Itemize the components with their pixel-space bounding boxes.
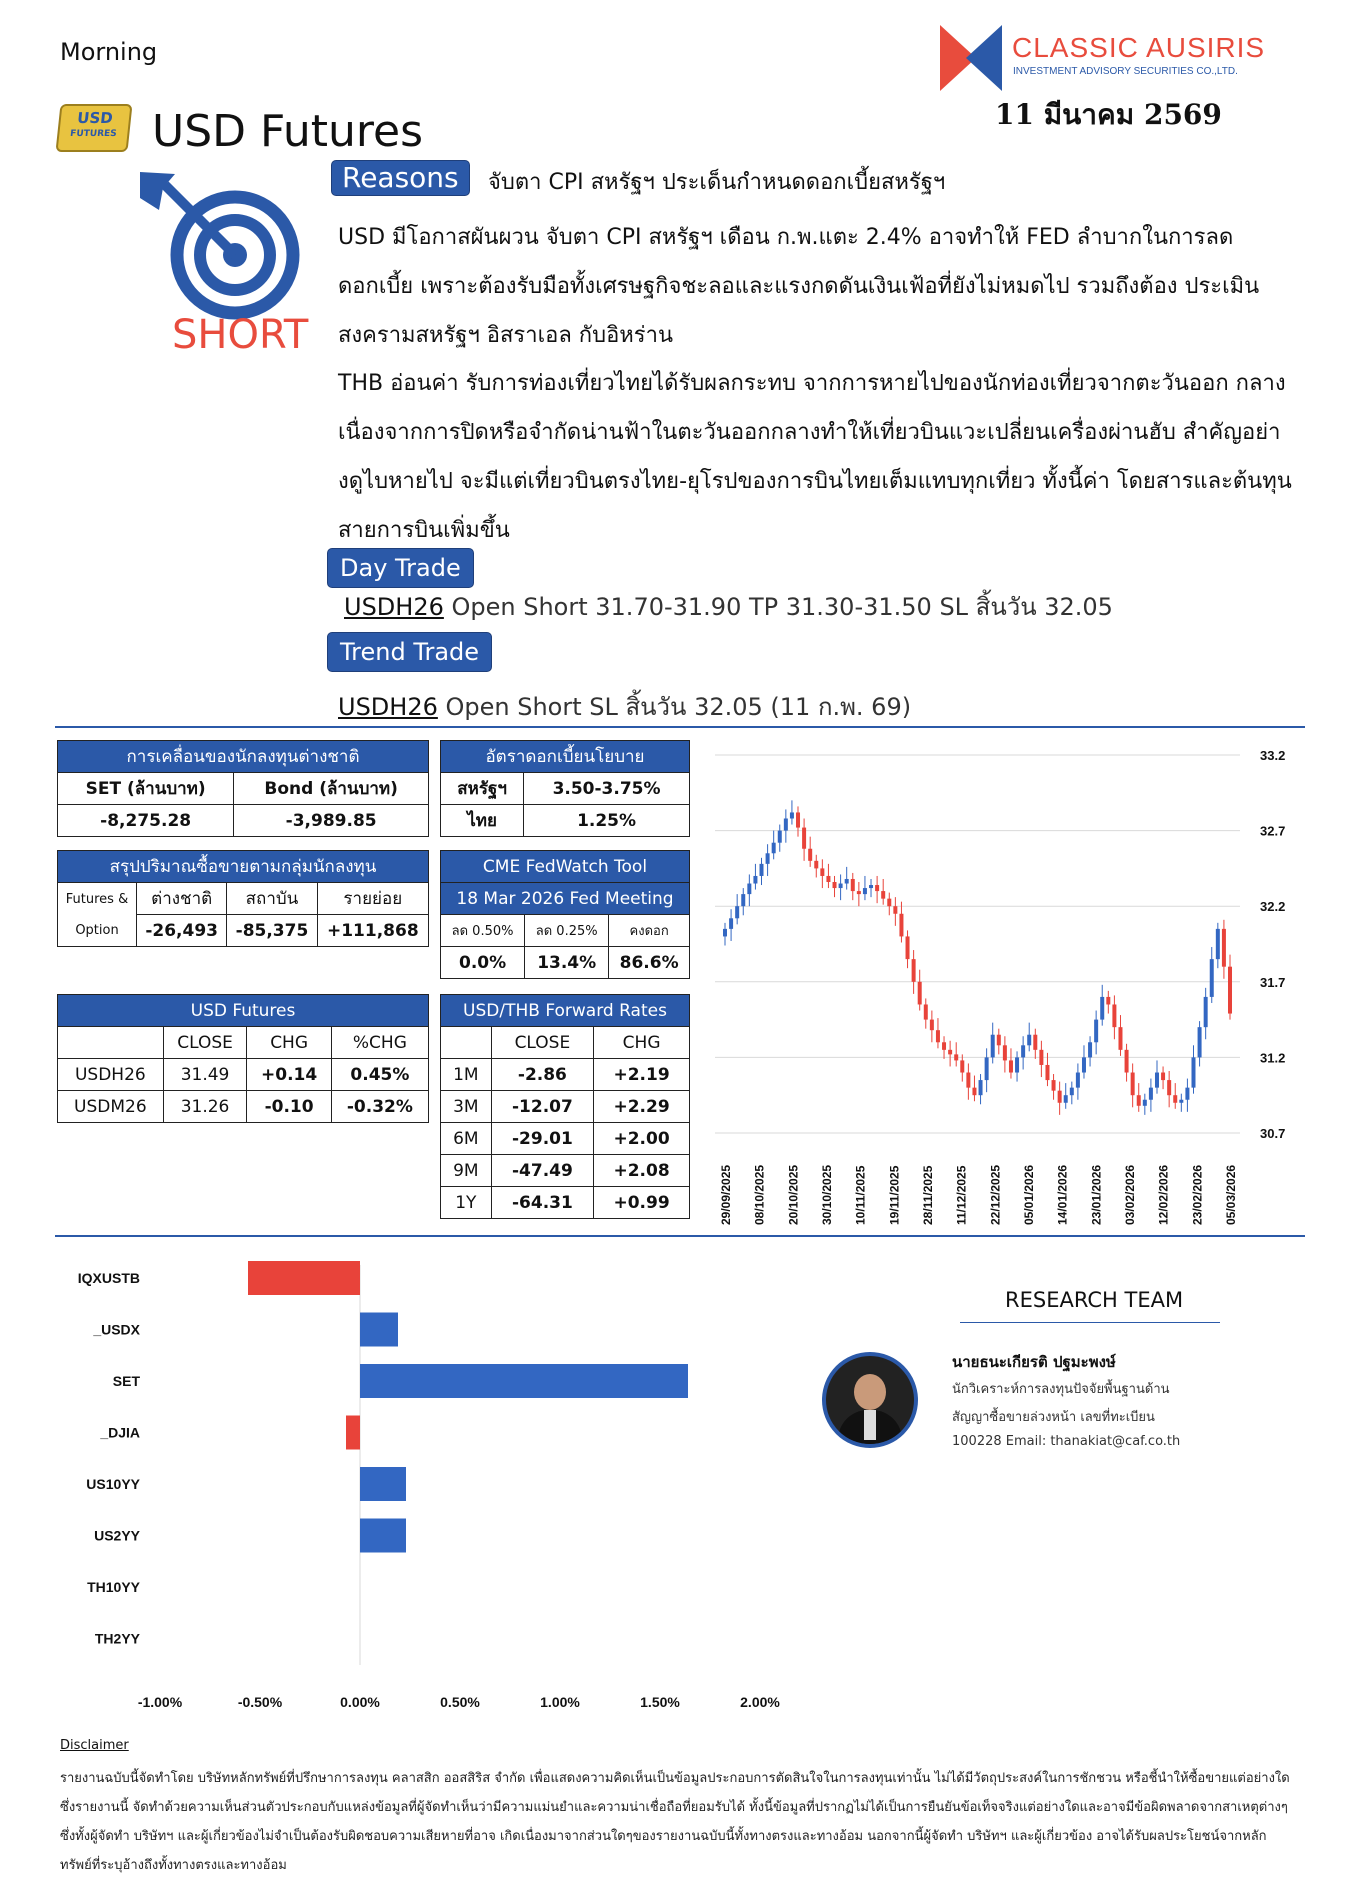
- candle-body: [1027, 1035, 1031, 1046]
- usd-futures-pct: -0.32%: [331, 1091, 428, 1123]
- usd-futures-title: USD Futures: [58, 995, 429, 1027]
- y-tick-label: 33.2: [1260, 748, 1286, 763]
- trend-trade-text: Open Short SL สิ้นวัน 32.05 (11 ก.พ. 69): [437, 693, 912, 721]
- fedwatch-val: 13.4%: [525, 947, 609, 979]
- candle-body: [966, 1073, 970, 1088]
- bar: [360, 1519, 406, 1553]
- candle-body: [1082, 1057, 1086, 1072]
- candle-body: [991, 1035, 995, 1058]
- analyst-role-2: สัญญาซื้อขายล่วงหน้า เลขที่ทะเบียน: [952, 1410, 1155, 1425]
- policy-rate-country: สหรัฐฯ: [441, 773, 524, 805]
- company-subtitle: INVESTMENT ADVISORY SECURITIES CO.,LTD.: [1013, 66, 1238, 77]
- candle-body: [960, 1060, 964, 1072]
- candle-body: [1204, 997, 1208, 1027]
- candle-body: [851, 879, 855, 891]
- usd-futures-logo: [55, 104, 132, 152]
- reasons-label: Reasons: [331, 160, 470, 196]
- bar-category-label: _DJIA: [100, 1424, 140, 1441]
- day-trade-label: Day Trade: [327, 548, 474, 588]
- edition-label: Morning: [60, 38, 158, 66]
- candle-body: [1228, 967, 1232, 1014]
- usd-futures-close: 31.49: [163, 1059, 247, 1091]
- market-change-bar-chart: [55, 1255, 815, 1715]
- x-tick-label: 28/11/2025: [921, 1165, 935, 1225]
- policy-rate-table: [440, 740, 690, 837]
- forward-close: -29.01: [491, 1123, 594, 1155]
- forward-tenor: 1M: [441, 1059, 492, 1091]
- candle-body: [1118, 1027, 1122, 1050]
- fedwatch-val: 0.0%: [441, 947, 525, 979]
- candle-body: [1149, 1088, 1153, 1100]
- target-icon: [135, 160, 305, 320]
- forward-tenor: 6M: [441, 1123, 492, 1155]
- page-title: USD Futures: [152, 106, 424, 157]
- research-team-title: RESEARCH TEAM: [1005, 1288, 1184, 1312]
- candle-body: [875, 885, 879, 891]
- x-tick-label: 29/09/2025: [719, 1164, 733, 1225]
- candle-body: [1064, 1095, 1068, 1103]
- x-tick-label: 11/12/2025: [954, 1165, 969, 1225]
- candle-body: [833, 882, 837, 888]
- y-tick-label: 30.7: [1260, 1126, 1286, 1141]
- candle-body: [972, 1088, 976, 1096]
- forward-chg: +2.19: [594, 1059, 690, 1091]
- investor-groups-table: [57, 850, 429, 947]
- candle-body: [778, 831, 782, 843]
- candle-body: [796, 812, 800, 827]
- usd-futures-col: %CHG: [331, 1027, 428, 1059]
- candle-body: [845, 879, 849, 884]
- candle-body: [729, 918, 733, 929]
- fedwatch-col: คงดอก: [609, 915, 690, 947]
- bar: [360, 1467, 406, 1501]
- candle-body: [1045, 1065, 1049, 1080]
- candle-body: [1088, 1042, 1092, 1057]
- x-tick-label: 05/01/2026: [1022, 1164, 1036, 1225]
- candle-body: [1052, 1080, 1056, 1091]
- foreign-flow-val-bond: -3,989.85: [234, 805, 429, 837]
- usd-futures-chg: +0.14: [247, 1059, 331, 1091]
- candle-body: [936, 1030, 940, 1042]
- candle-body: [948, 1050, 952, 1055]
- reasons-paragraph-1: USD มีโอกาสผันผวน จับตา CPI สหรัฐฯ เดือน ก.พ.แตะ 2.4% อาจทำให้ FED ลำบากในการลด ดอกเบี้ย เพราะต้องรับมือทั้งเศรษฐกิจชะลอและแรงกดดันเงินเฟ้อที่ยังไม่หมดไป รวมถึงต้อง ประเมินสงครามสหรัฐฯ อิสราเอล กับอิหร่าน: [338, 225, 1260, 348]
- foreign-flow-table: [57, 740, 429, 837]
- candle-body: [1003, 1045, 1007, 1060]
- reasons-headline: จับตา CPI สหรัฐฯ ประเด็นกำหนดดอกเบี้ยสหรัฐฯ: [488, 170, 946, 195]
- policy-rate-country: ไทย: [441, 805, 524, 837]
- bar-category-label: TH2YY: [94, 1630, 140, 1647]
- fedwatch-title: CME FedWatch Tool: [441, 851, 690, 883]
- policy-rate-value: 3.50-3.75%: [524, 773, 690, 805]
- candle-body: [1076, 1073, 1080, 1088]
- candle-body: [760, 864, 764, 876]
- forward-chg: +0.99: [594, 1187, 690, 1219]
- candle-body: [1222, 929, 1226, 967]
- bar-x-tick-label: -0.50%: [237, 1694, 283, 1710]
- signal-label: SHORT: [172, 312, 309, 358]
- reasons-paragraph-2: THB อ่อนค่า รับการท่องเที่ยวไทยได้รับผลกระทบ จากการหายไปของนักท่องเที่ยวจากตะวันออก กลาง เนื่องจากการปิดหรือจำกัดน่านฟ้าในตะวันออกกลางทำให้เที่ยวบินแวะเปลี่ยนเครื่องผ่านฮับ สำคัญอย่างดูไบหายไป จะมีแต่เที่ยวบินตรงไทย-ยุโรปของการบินไทยเต็มแทบทุกเที่ยว ทั้งนี้ค่า โดยสารและต้นทุนสายการบินเพิ่มขึ้น: [338, 371, 1292, 543]
- bar-x-tick-label: 1.50%: [640, 1694, 680, 1710]
- foreign-flow-col-set: SET (ล้านบาท): [58, 773, 234, 805]
- x-tick-label: 23/02/2026: [1190, 1164, 1205, 1225]
- x-tick-label: 19/11/2025: [887, 1165, 902, 1225]
- candle-body: [766, 853, 770, 864]
- candle-body: [1173, 1095, 1177, 1103]
- investor-val: -26,493: [137, 915, 227, 947]
- forward-tenor: 1Y: [441, 1187, 492, 1219]
- usd-futures-chg: -0.10: [247, 1091, 331, 1123]
- candle-body: [979, 1080, 983, 1095]
- forward-close: -64.31: [491, 1187, 594, 1219]
- investor-col: ต่างชาติ: [137, 883, 227, 915]
- logo-badge-line2: FUTURES: [69, 129, 118, 139]
- x-tick-label: 22/12/2025: [988, 1164, 1003, 1225]
- candle-body: [1131, 1073, 1135, 1096]
- candle-body: [1198, 1027, 1202, 1057]
- company-logo-mark: [940, 25, 1002, 91]
- investor-val: +111,868: [317, 915, 428, 947]
- analyst-avatar: [822, 1352, 918, 1448]
- x-tick-label: 08/10/2025: [752, 1164, 767, 1225]
- investor-col: รายย่อย: [317, 883, 428, 915]
- y-tick-label: 32.7: [1260, 823, 1286, 839]
- candle-body: [1179, 1100, 1183, 1103]
- candle-body: [930, 1020, 934, 1031]
- candle-body: [741, 894, 745, 906]
- divider-top: [55, 726, 1305, 728]
- x-tick-label: 30/10/2025: [820, 1164, 834, 1225]
- candle-body: [1039, 1050, 1043, 1065]
- candle-body: [1191, 1057, 1195, 1087]
- bar-x-tick-label: 1.00%: [540, 1694, 580, 1710]
- bar-category-label: US10YY: [86, 1476, 140, 1492]
- candle-body: [1058, 1091, 1062, 1103]
- x-tick-label: 14/01/2026: [1055, 1164, 1070, 1225]
- company-name: CLASSIC AUSIRIS: [1012, 32, 1266, 63]
- foreign-flow-title: การเคลื่อนของนักลงทุนต่างชาติ: [58, 741, 429, 773]
- row-label-line2: Option: [75, 922, 119, 938]
- logo-badge-line1: USD: [76, 109, 114, 127]
- x-tick-label: 03/02/2026: [1123, 1164, 1137, 1225]
- bar: [360, 1364, 688, 1398]
- candle-body: [1015, 1057, 1019, 1072]
- forward-chg: +2.00: [594, 1123, 690, 1155]
- forward-close: -12.07: [491, 1091, 594, 1123]
- candle-body: [1094, 1020, 1098, 1043]
- candle-body: [814, 861, 818, 869]
- usd-futures-table: [57, 994, 429, 1123]
- report-date: 11 มีนาคม 2569: [995, 98, 1222, 131]
- x-tick-label: 23/01/2026: [1089, 1164, 1104, 1225]
- candle-body: [918, 982, 922, 1005]
- candle-body: [784, 819, 788, 831]
- foreign-flow-val-set: -8,275.28: [58, 805, 234, 837]
- policy-rate-value: 1.25%: [524, 805, 690, 837]
- candle-body: [893, 906, 897, 914]
- day-trade-text: Open Short 31.70-31.90 TP 31.30-31.50 SL สิ้นวัน 32.05: [443, 593, 1113, 621]
- bar: [248, 1261, 360, 1295]
- fedwatch-col: ลด 0.25%: [525, 915, 609, 947]
- candle-body: [1185, 1088, 1189, 1100]
- fedwatch-table: [440, 850, 690, 979]
- candle-body: [899, 914, 903, 937]
- forward-rates-title: USD/THB Forward Rates: [441, 995, 690, 1027]
- candle-body: [802, 828, 806, 849]
- policy-rate-title: อัตราดอกเบี้ยนโยบาย: [441, 741, 690, 773]
- bar-x-tick-label: 0.50%: [440, 1694, 480, 1710]
- candle-body: [924, 1004, 928, 1019]
- fedwatch-meeting: 18 Mar 2026 Fed Meeting: [441, 883, 690, 915]
- candle-body: [753, 876, 757, 884]
- bar-x-tick-label: -1.00%: [137, 1694, 183, 1710]
- x-tick-label: 10/11/2025: [853, 1165, 868, 1225]
- candle-body: [820, 868, 824, 876]
- candle-body: [1167, 1080, 1171, 1095]
- candle-body: [1112, 1004, 1116, 1027]
- bar: [346, 1416, 360, 1450]
- candle-body: [857, 891, 861, 894]
- usd-futures-col: CLOSE: [163, 1027, 247, 1059]
- forward-col: CLOSE: [491, 1027, 594, 1059]
- forward-chg: +2.08: [594, 1155, 690, 1187]
- bar-category-label: IQXUSTB: [77, 1270, 140, 1286]
- fedwatch-val: 86.6%: [609, 947, 690, 979]
- bar-x-tick-label: 2.00%: [740, 1694, 780, 1710]
- x-tick-label: 05/03/2026: [1224, 1164, 1238, 1225]
- trend-trade-symbol: USDH26: [338, 693, 438, 721]
- x-tick-label: 20/10/2025: [786, 1164, 801, 1225]
- trend-trade-label: Trend Trade: [327, 632, 492, 672]
- candle-body: [906, 936, 910, 959]
- bar: [360, 1313, 398, 1347]
- bar-category-label: TH10YY: [87, 1579, 140, 1595]
- forward-chg: +2.29: [594, 1091, 690, 1123]
- trend-trade-line: [338, 690, 911, 724]
- candle-body: [1143, 1100, 1147, 1106]
- candle-body: [1125, 1050, 1129, 1073]
- disclaimer-text: รายงานฉบับนี้จัดทำโดย บริษัทหลักทรัพย์ที่ปรึกษาการลงทุน คลาสสิก ออสสิริส จำกัด เพื่อแสดงความคิดเห็นเป็นข้อมูลประกอบการตัดสินใจในการลงทุนเท่านั้น ไม่ได้มีวัตถุประสงค์ในการชักชวน หรือชี้นำให้ซื้อขายแต่อย่างใด ซึ่งรายงานนี้ จัดทำด้วยความเห็นส่วนตัวประกอบกับแหล่งข้อมูลที่ผู้จัดทำเห็นว่ามีความแม่นยำและความน่าเชื่อถือที่ยอมรับได้ ทั้งนี้ข้อมูลที่ปรากฏไม่ได้เป็นการยืนยันข้อเท็จจริงแต่อย่างใดและอาจมีข้อผิดพลาดจากสาเหตุต่างๆ ซึ่งทั้งผู้จัดทำ บริษัทฯ และผู้เกี่ยวข้องไม่จำเป็นต้องรับผิดชอบความเสียหายที่อาจ เกิดเนื่องมาจากส่วนใดๆของรายงานฉบับนี้ทั้งทางตรงและทางอ้อม นอกจากนี้ผู้จัดทำ บริษัทฯ และผู้เกี่ยวข้อง อาจได้รับผลประโยชน์จากหลักทรัพย์ที่ระบุอ้างถึงทั้งทางตรงและทางอ้อม: [60, 1771, 1290, 1873]
- research-team-underline: [960, 1322, 1220, 1323]
- candle-body: [747, 884, 751, 895]
- candle-body: [869, 885, 873, 888]
- foreign-flow-col-bond: Bond (ล้านบาท): [234, 773, 429, 805]
- candle-body: [1009, 1060, 1013, 1072]
- forward-close: -47.49: [491, 1155, 594, 1187]
- candle-body: [942, 1042, 946, 1050]
- usd-futures-price-chart: [700, 735, 1310, 1235]
- divider-mid: [55, 1235, 1305, 1237]
- bar-category-label: US2YY: [94, 1527, 140, 1544]
- candle-body: [772, 843, 776, 854]
- candle-body: [1106, 997, 1110, 1005]
- usd-futures-pct: 0.45%: [331, 1059, 428, 1091]
- candle-body: [912, 959, 916, 982]
- usd-futures-name: USDM26: [58, 1091, 164, 1123]
- forward-close: -2.86: [491, 1059, 594, 1091]
- candle-body: [1021, 1045, 1025, 1057]
- usd-futures-name: USDH26: [58, 1059, 164, 1091]
- candle-body: [839, 884, 843, 889]
- forward-tenor: 3M: [441, 1091, 492, 1123]
- candle-body: [808, 849, 812, 861]
- forward-col: CHG: [594, 1027, 690, 1059]
- bar-x-tick-label: 0.00%: [340, 1694, 380, 1710]
- candle-body: [826, 876, 830, 882]
- investor-col: สถาบัน: [227, 883, 317, 915]
- candle-body: [790, 812, 794, 818]
- candle-body: [1070, 1088, 1074, 1096]
- forward-tenor: 9M: [441, 1155, 492, 1187]
- candle-body: [863, 888, 867, 894]
- y-tick-label: 32.2: [1260, 899, 1286, 915]
- forward-blank: [441, 1027, 492, 1059]
- investor-groups-row-label: [58, 883, 137, 947]
- x-tick-label: 12/02/2026: [1156, 1164, 1171, 1225]
- candle-body: [735, 906, 739, 918]
- candle-body: [887, 899, 891, 907]
- disclaimer-label: Disclaimer: [60, 1738, 129, 1753]
- candle-body: [954, 1054, 958, 1060]
- forward-rates-table: [440, 994, 690, 1219]
- candle-body: [1161, 1073, 1165, 1081]
- candle-body: [1137, 1095, 1141, 1106]
- candle-body: [1155, 1073, 1159, 1088]
- candle-body: [881, 891, 885, 899]
- candle-body: [1033, 1035, 1037, 1050]
- day-trade-line: [344, 590, 1113, 624]
- analyst-name: นายธนะเกียรติ ปฐมะพงษ์: [952, 1353, 1116, 1371]
- candle-body: [997, 1035, 1001, 1046]
- investor-groups-title: สรุปปริมาณซื้อขายตามกลุ่มนักลงทุน: [58, 851, 429, 883]
- candle-body: [1216, 929, 1220, 959]
- bar-category-label: SET: [112, 1373, 140, 1389]
- usd-futures-blank: [58, 1027, 164, 1059]
- candle-body: [1100, 997, 1104, 1020]
- candle-body: [723, 929, 727, 937]
- usd-futures-close: 31.26: [163, 1091, 247, 1123]
- y-tick-label: 31.7: [1260, 974, 1286, 990]
- usd-futures-col: CHG: [247, 1027, 331, 1059]
- bar-category-label: _USDX: [93, 1321, 140, 1338]
- candle-body: [1210, 959, 1214, 997]
- fedwatch-col: ลด 0.50%: [441, 915, 525, 947]
- y-tick-label: 31.2: [1260, 1050, 1286, 1066]
- analyst-role: นักวิเคราะห์การลงทุนปัจจัยพื้นฐานด้าน: [952, 1382, 1170, 1397]
- investor-val: -85,375: [227, 915, 317, 947]
- day-trade-symbol: USDH26: [344, 593, 444, 621]
- row-label-line1: Futures &: [65, 891, 129, 907]
- analyst-contact: 100228 Email: thanakiat@caf.co.th: [952, 1434, 1181, 1449]
- candle-body: [985, 1057, 989, 1080]
